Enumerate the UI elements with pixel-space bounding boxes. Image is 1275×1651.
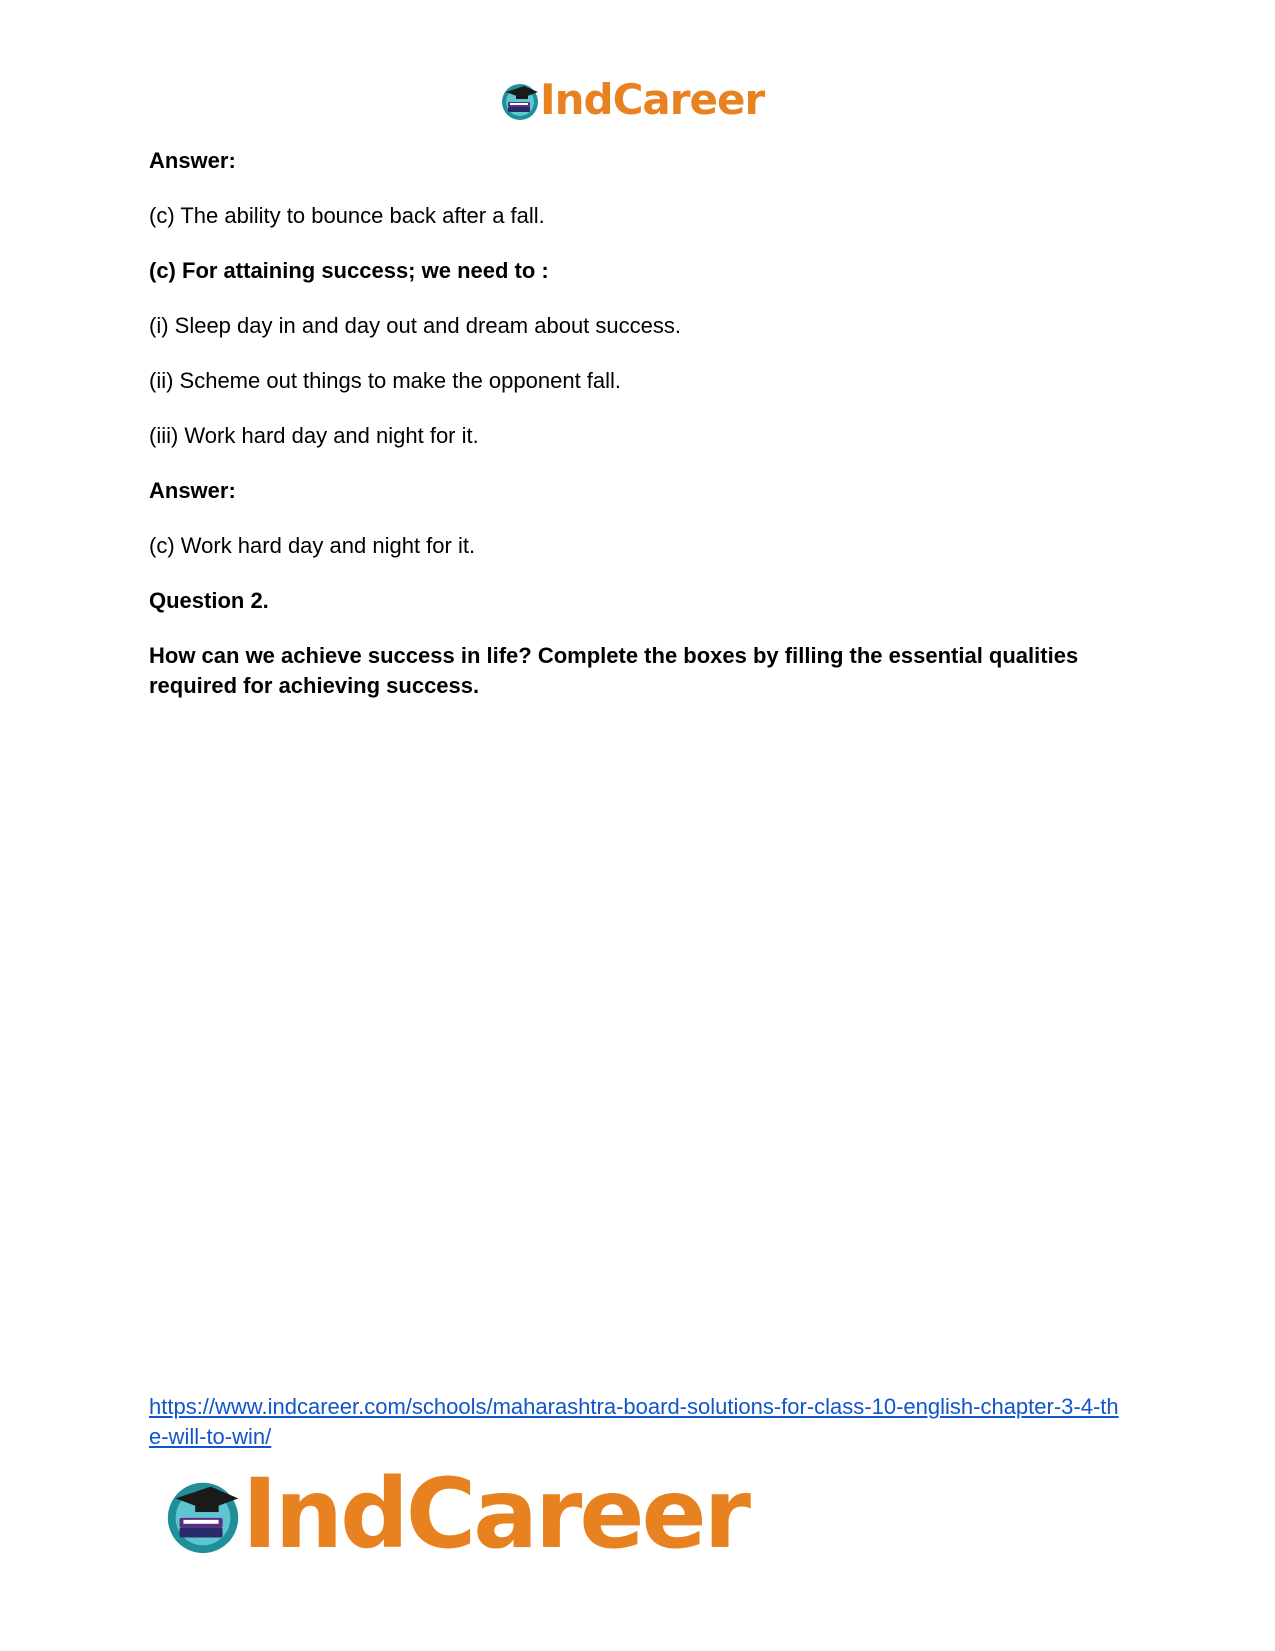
paragraph: (c) For attaining success; we need to : <box>149 258 549 283</box>
footer-logo <box>160 1458 748 1570</box>
paragraph: Question 2. <box>149 588 269 613</box>
indcareer-logo-icon <box>160 1471 246 1557</box>
paragraph: (i) Sleep day in and day out and dream about success. <box>149 313 681 338</box>
paragraph: (c) The ability to bounce back after a fall. <box>149 203 545 228</box>
paragraph: Answer: <box>149 148 236 173</box>
indcareer-logo-icon <box>498 78 542 122</box>
paragraph: How can we achieve success in life? Complete the boxes by filling the essential qualities required for achieving success. <box>149 643 1079 698</box>
paragraph: (ii) Scheme out things to make the opponent fall. <box>149 368 622 393</box>
paragraph: (c) Work hard day and night for it. <box>149 533 476 558</box>
paragraph: (iii) Work hard day and night for it. <box>149 423 479 448</box>
paragraph: Answer: <box>149 478 236 503</box>
header-logo-text: IndCareer <box>540 75 765 124</box>
source-link[interactable]: https://www.indcareer.com/schools/maharashtra-board-solutions-for-class-10-english-chapter-3-4-the-will-to-win/ <box>149 1394 1119 1449</box>
footer-logo-text: IndCareer <box>242 1458 748 1570</box>
document-body <box>149 146 1129 726</box>
header-logo <box>498 75 765 124</box>
